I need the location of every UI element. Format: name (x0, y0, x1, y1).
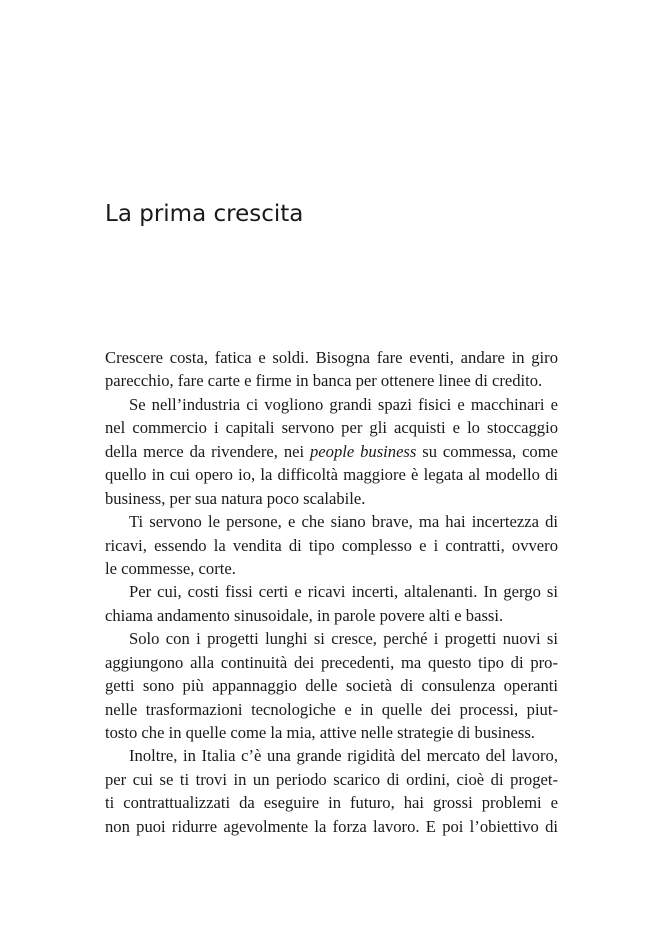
text-line: Se nell’industria ci vogliono grandi spazi fisici e macchinari e (129, 394, 558, 414)
text-line: ricavi, essendo la vendita di tipo complesso e i contratti, ovvero (105, 535, 558, 555)
text-line: ti contrattualizzati da eseguire in futuro, hai grossi problemi e (105, 793, 558, 813)
text-line: quello in cui opero io, la difficoltà maggiore è legata al modello di (105, 465, 558, 485)
text-line: le commesse, corte. (105, 558, 236, 578)
text-line: Solo con i progetti lunghi si cresce, perché i progetti nuovi si (129, 629, 558, 649)
paragraph (105, 346, 558, 393)
text-line: Crescere costa, fatica e soldi. Bisogna fare eventi, andare in giro (105, 348, 558, 367)
text-line: tosto che in quelle come la mia, attive nelle strategie di business. (105, 723, 535, 742)
paragraph (105, 510, 558, 580)
paragraph (105, 580, 558, 627)
text-line (105, 440, 558, 463)
paragraph (105, 393, 558, 510)
text-line: getti sono più appannaggio delle società di consulenza operanti (105, 676, 558, 696)
text-line: Per cui, costi fissi certi e ricavi incerti, altalenanti. In gergo si (129, 582, 558, 602)
text-run: su commessa, come (416, 441, 559, 461)
text-line: Inoltre, in Italia c’è una grande rigidità del mercato del lavoro, (129, 746, 558, 766)
text-line: chiama andamento sinusoidale, in parole povere alti e bassi. (105, 605, 504, 625)
italic-term: people business (309, 441, 417, 461)
text-line: per cui se ti trovi in un periodo scarico di ordini, cioè di proget- (105, 769, 558, 789)
text-line: nel commercio i capitali servono per gli acquisti e lo stoccaggio (105, 418, 558, 438)
text-line: aggiungono alla continuità dei precedenti, ma questo tipo di pro- (105, 652, 558, 672)
text-line: non puoi ridurre agevolmente la forza lavoro. E poi l’obiettivo di (105, 816, 558, 836)
text-line: parecchio, fare carte e firme in banca per ottenere linee di credito. (105, 371, 543, 391)
paragraph (105, 627, 558, 744)
paragraph (105, 744, 558, 838)
text-line: Ti servono le persone, e che siano brave, ma hai incertezza di (129, 512, 558, 532)
chapter-title: La prima crescita (105, 201, 304, 227)
text-line: business, per sua natura poco scalabile. (105, 488, 366, 508)
text-line: nelle trasformazioni tecnologiche e in quelle dei processi, piut- (105, 699, 558, 719)
chapter-body (105, 346, 558, 838)
text-run: della merce da rivendere, nei (105, 441, 310, 461)
